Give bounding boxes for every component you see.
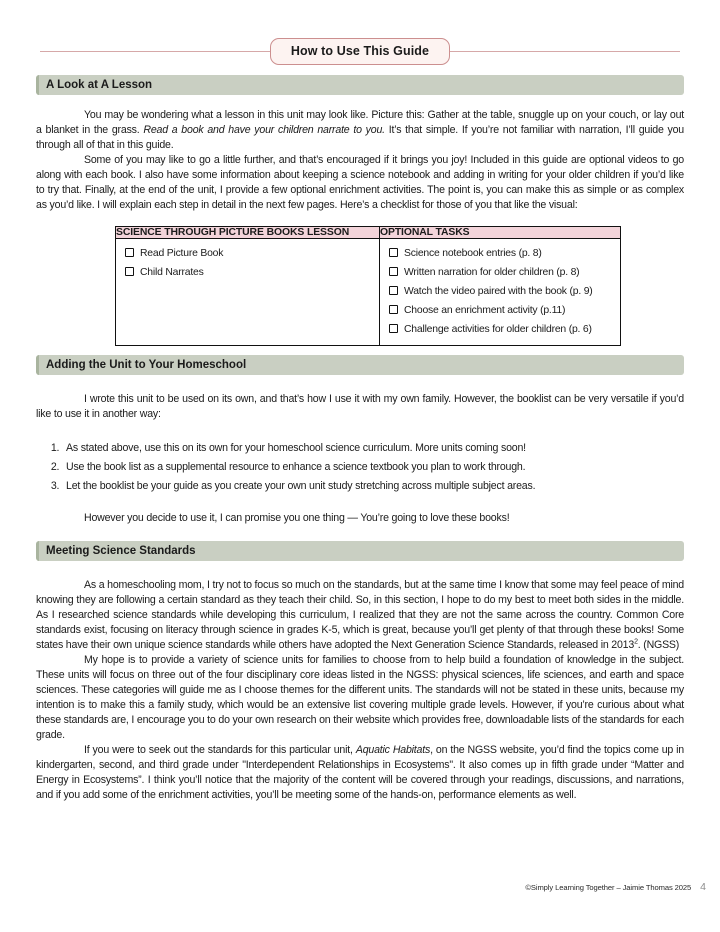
checklist-item-label: Child Narrates <box>140 267 204 278</box>
page-title-badge: How to Use This Guide <box>270 38 450 65</box>
table-body-row <box>116 239 621 346</box>
table-header-lesson: SCIENCE THROUGH PICTURE BOOKS LESSON <box>116 227 380 239</box>
paragraph-italic-text: Read a book and have your children narrate to you. <box>143 124 385 136</box>
paragraph-text: It’s that simple. If you’re not familiar with narration, I’ll guide you through all of that in this guide. <box>36 124 684 151</box>
checklist-item-label: Read Picture Book <box>140 248 224 259</box>
checklist-item-label: Challenge activities for older children (p. 6) <box>404 324 592 335</box>
paragraph-text: As a homeschooling mom, I try not to focus so much on the standards, but at the same time I know that some may feel peace of mind knowing they are following a certain standard as they teach their child. So, in this section, I hope to do my best to meet both sides in the middle. As I researched science standards while developing this curriculum, I realized that they are not the same across the country. Common Core standards exist, focusing on literacy through science in grades K-5, which is great, because you’ll get plenty of that through these books! Some states have their own unique science standards while others have adopted the Next Generation Science Standards, released in 2013 <box>36 579 684 651</box>
lesson-paragraph-2: Some of you may like to go a little further, and that’s encouraged if it brings you joy! Included in this guide are optional videos to go along with each book. I also have some information about keeping a science notebook and adding in writing for your older children if you’d like to try that. Finally, at the end of the unit, I provide a few optional enrichment activities. The point is, you can make this as simple or as complex as you’d like. I will explain each step in detail in the next few pages. Here’s a checklist for those of you that like the visual: <box>36 154 684 211</box>
paragraph-text: If you were to seek out the standards for this particular unit, <box>84 744 356 756</box>
lesson-tasks-cell <box>116 239 380 346</box>
lesson-paragraph-1 <box>36 108 684 153</box>
checklist-item-label: Science notebook entries (p. 8) <box>404 248 542 259</box>
checklist-item <box>389 320 612 339</box>
checklist-item-label: Written narration for older children (p. 8) <box>404 267 580 278</box>
content-column <box>0 75 720 803</box>
standards-paragraph-2: My hope is to provide a variety of science units for families to choose from to help build a foundation of knowledge in the subject. These units will focus on three out of the four disciplinary core ideas listed in the NGSS: physical sciences, life sciences, and earth and space sciences. These categories will guide me as I choose themes for the different units. The standards will not be stated in these units, because my intention is to make this a family study, which would be an extensive list covering multiple grade levels. However, if you’re curious about what these standards are, I encourage you to do your own research on their website which provides free, downloadable lists of the standards for each grade. <box>36 654 684 741</box>
copyright-text: ©Simply Learning Together – Jaimie Thomas 2025 <box>525 883 692 892</box>
checklist-item <box>389 301 612 320</box>
lesson-checklist-table <box>115 226 621 346</box>
checklist-item <box>125 263 371 282</box>
checkbox-icon <box>125 248 134 257</box>
page-footer <box>525 881 706 893</box>
standards-paragraph-3 <box>36 743 684 803</box>
checklist-item <box>389 282 612 301</box>
checkbox-icon <box>389 305 398 314</box>
homeschool-paragraph-1: I wrote this unit to be used on its own, and that’s how I use it with my own family. However, the booklist can be very versatile if you’d like to use it in another way: <box>36 393 684 420</box>
checkbox-icon <box>389 267 398 276</box>
section-heading-a-look-at-a-lesson: A Look at A Lesson <box>36 75 684 95</box>
checkbox-icon <box>389 324 398 333</box>
ways-to-use-list <box>36 441 684 494</box>
numbered-list-item: 2. Use the book list as a supplemental resource to enhance a science textbook you plan to work through. <box>62 460 684 475</box>
paragraph-text: , on the NGSS website, you’d find the topics come up in kindergarten, second, and third grade under "Interdependent Relationships in Ecosystems". It also comes up in fifth grade under “Matter and Energy in Ecosystems”. I think you’ll notice that the majority of the content will be covered through your readings, discussions, and narrations, and if you add some of the enrichment activities, you’ll be meeting some of the hands-on, performance elements as well. <box>36 744 684 801</box>
checklist-item <box>125 244 371 263</box>
lesson-tasks-list <box>116 244 379 282</box>
optional-tasks-cell <box>380 239 621 346</box>
table-header-optional-tasks: OPTIONAL TASKS <box>380 227 621 239</box>
checklist-item <box>389 263 612 282</box>
checklist-item <box>389 244 612 263</box>
page-number: 4 <box>700 881 706 893</box>
checkbox-icon <box>389 286 398 295</box>
checkbox-icon <box>389 248 398 257</box>
homeschool-paragraph-2: However you decide to use it, I can promise you one thing — You’re going to love these books! <box>84 512 510 524</box>
section-heading-adding-the-unit: Adding the Unit to Your Homeschool <box>36 355 684 375</box>
optional-tasks-list <box>380 244 620 339</box>
section-heading-meeting-science-standards: Meeting Science Standards <box>36 541 684 561</box>
paragraph-text: . (NGSS) <box>637 639 680 651</box>
paragraph-text: You may be wondering what a lesson in this unit may look like. Picture this: Gather at the table, snuggle up on your couch, or lay out a blanket in the grass. <box>36 109 684 136</box>
unit-title-italic: Aquatic Habitats <box>355 744 431 756</box>
checklist-item-label: Choose an enrichment activity (p.11) <box>404 305 566 316</box>
numbered-list-item: 3. Let the booklist be your guide as you create your own unit study stretching across multiple subject areas. <box>62 479 684 494</box>
page-title-row <box>0 38 720 65</box>
table-header-row <box>116 227 621 239</box>
footnote-superscript: 2 <box>634 638 638 646</box>
numbered-list-item: 1. As stated above, use this on its own for your homeschool science curriculum. More units coming soon! <box>62 441 684 456</box>
standards-paragraph-1 <box>36 578 684 653</box>
checklist-item-label: Watch the video paired with the book (p. 9) <box>404 286 593 297</box>
checkbox-icon <box>125 267 134 276</box>
